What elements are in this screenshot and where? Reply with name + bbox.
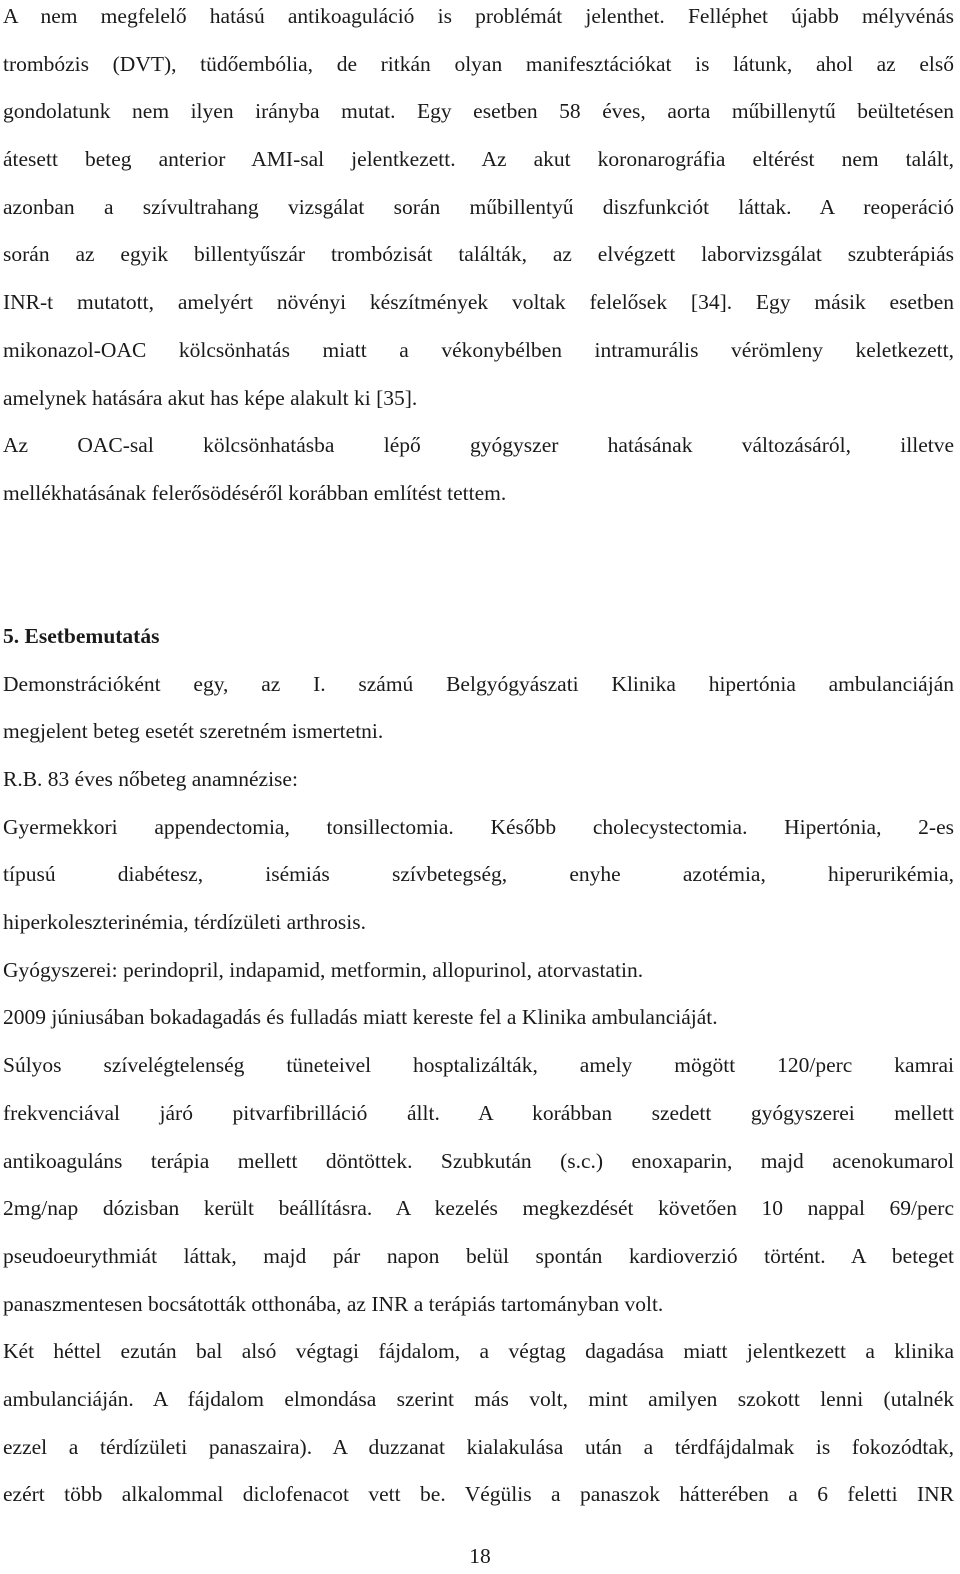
paragraph-dvt-complications [3, 2, 954, 431]
text-line: azonban a szívultrahang vizsgálat során műbillentyű diszfunkciót láttak. A reoperáció [3, 194, 954, 219]
text-line: ezzel a térdízületi panaszaira). A duzzanat kialakulása után a térdfájdalmak is fokozódtak, [3, 1434, 954, 1459]
text-line: ezért több alkalommal diclofenacot vett be. Végülis a panaszok hátterében a 6 feletti INR [3, 1482, 954, 1507]
body-text [3, 2, 954, 1528]
paragraph-follow-up [3, 1337, 954, 1528]
text-line: Súlyos szívelégtelenség tüneteivel hosptalizálták, amely mögött 120/perc kamrai [3, 1053, 954, 1078]
text-line: mellékhatásának felerősödéséről korábban említést tettem. [3, 480, 507, 505]
paragraph-oac-interaction [3, 431, 954, 526]
text-line: trombózis (DVT), tüdőembólia, de ritkán olyan manifesztációkat is látunk, ahol az első [3, 51, 954, 76]
text-line: átesett beteg anterior AMI-sal jelentkezett. Az akut koronarográfia eltérést nem talált, [3, 147, 954, 172]
text-line: típusú diabétesz, isémiás szívbetegség, enyhe azotémia, hiperurikémia, [3, 862, 954, 887]
text-line: Demonstrációként egy, az I. számú Belgyógyászati Klinika hipertónia ambulanciáján [3, 671, 954, 696]
text-line: amelynek hatására akut has képe alakult ki [35]. [3, 385, 418, 410]
patient-anamnesis-label: R.B. 83 éves nőbeteg anamnézise: [3, 767, 298, 792]
text-line: antikoaguláns terápia mellett döntöttek. Szubkután (s.c.) enoxaparin, majd acenokumarol [3, 1148, 954, 1173]
paragraph-hospitalization [3, 1051, 954, 1337]
text-line: 2mg/nap dózisban került beállításra. A kezelés megkezdését követően 10 nappal 69/perc [3, 1196, 954, 1221]
text-line: gondolatunk nem ilyen irányba mutat. Egy esetben 58 éves, aorta műbillenytű beültetésen [3, 99, 954, 124]
page-number: 18 [469, 1544, 491, 1568]
text-line: pseudoeurythmiát láttak, majd pár napon belül spontán kardioverzió történt. A beteget [3, 1243, 954, 1268]
text-line: panaszmentesen bocsátották otthonába, az INR a terápiás tartományban volt. [3, 1291, 664, 1316]
text-line: A nem megfelelő hatású antikoaguláció is problémát jelenthet. Felléphet újabb mélyvénás [3, 4, 954, 28]
text-line: során az egyik billentyűszár trombózisát találták, az elvégzett laborvizsgálat szubterápiás [3, 242, 954, 267]
text-line: Gyermekkori appendectomia, tonsillectomia. Később cholecystectomia. Hipertónia, 2-es [3, 814, 954, 839]
section-heading: 5. Esetbemutatás [3, 623, 160, 648]
section-spacer [3, 527, 954, 622]
paragraph-case-intro [3, 670, 954, 765]
text-line: Két héttel ezután bal alsó végtagi fájdalom, a végtag dagadása miatt jelentkezett a klinika [3, 1339, 954, 1364]
paragraph-medical-history [3, 813, 954, 956]
text-line: megjelent beteg esetét szeretném ismertetni. [3, 719, 384, 744]
text-line: hiperkoleszterinémia, térdízületi arthrosis. [3, 910, 366, 935]
text-line: INR-t mutatott, amelyért növényi készítmények voltak felelősek [34]. Egy másik esetben [3, 290, 954, 315]
text-line: mikonazol-OAC kölcsönhatás miatt a vékonybélben intramurális vérömleny keletkezett, [3, 337, 954, 362]
text-line: Az OAC-sal kölcsönhatásba lépő gyógyszer hatásának változásáról, illetve [3, 433, 954, 458]
paragraph-medications: Gyógyszerei: perindopril, indapamid, metformin, allopurinol, atorvastatin. [3, 957, 644, 982]
text-line: ambulanciáján. A fájdalom elmondása szerint más volt, mint amilyen szokott lenni (utalnék [3, 1386, 954, 1411]
text-line: frekvenciával járó pitvarfibrilláció állt. A korábban szedett gyógyszerei mellett [3, 1100, 954, 1125]
paragraph-presentation: 2009 júniusában bokadagadás és fulladás miatt kereste fel a Klinika ambulanciáját. [3, 1005, 718, 1030]
